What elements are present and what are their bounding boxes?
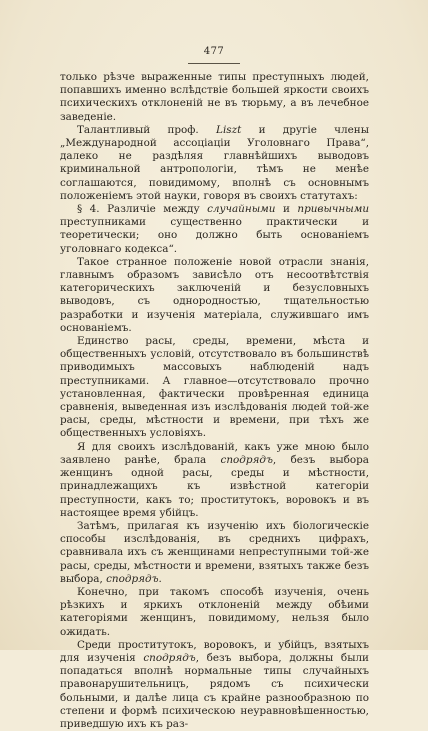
text-run: Затѣмъ, прилагая къ изученію ихъ біологическіе способы изслѣдованія, въ среднихъ цифрахъ, сравнивала ихъ съ женщинами непреступными той-же расы, среды, мѣстности и времени, взятыхъ также безъ выбора,	[60, 519, 369, 585]
paragraph	[60, 203, 369, 256]
text-run: и	[275, 203, 298, 216]
text-run: § 4. Различіе между	[77, 203, 208, 216]
text-run: Конечно, при такомъ способѣ изученія, очень рѣзкихъ и яркихъ отклоненій между обѣими категоріями женщинъ, повидимому, нельзя было ожидать.	[60, 585, 369, 638]
paragraph	[60, 586, 369, 639]
text-run: Единство расы, среды, времени, мѣста и общественныхъ условій, отсутствовало въ большинствѣ приводимыхъ массовыхъ наблюденій надъ преступниками. А главное—отсутствовало прочно установленная, фактически провѣренная единица сравненія, выведенная изъ изслѣдованія людей той-же расы, среды, мѣстности и времени, при тѣхъ же общественныхъ условіяхъ.	[60, 335, 369, 440]
italic-text: случайными	[207, 203, 276, 216]
paragraph	[60, 520, 369, 586]
text-run: преступниками существенно практически и теоретически; оно должно быть основаніемъ уголовнаго кодекса“.	[60, 216, 369, 255]
text-run: , безъ выбора женщинъ одной расы, среды и мѣстности, принадлежащихъ къ извѣстной категоріи преступности, какъ то; проститутокъ, воровокъ и въ настоящее время убійцъ.	[60, 453, 369, 519]
paragraph	[60, 639, 369, 731]
paragraph	[60, 256, 369, 335]
paragraph	[60, 335, 369, 441]
italic-text: сподрядъ	[106, 572, 159, 585]
text-run: , безъ выбора, должны были попадаться вполнѣ нормальные типы случайныхъ правонарушительницъ, рядомъ съ психически больными, и далѣе лица съ крайне разнообразною по степени и формѣ психическою неуравновѣшенностью, приведшую ихъ къ раз-	[60, 651, 369, 730]
paragraph	[60, 441, 369, 520]
text-run: .	[158, 572, 162, 585]
italic-text: сподрядъ	[220, 453, 273, 466]
page-number: 477	[203, 46, 225, 57]
header-rule	[188, 63, 240, 64]
italic-text: привычными	[297, 203, 370, 216]
text-run: Я для своихъ изслѣдованій, какъ уже мною было заявлено ранѣе, брала	[60, 440, 369, 466]
paragraph	[60, 124, 369, 203]
italic-text: сподрядъ	[143, 651, 196, 664]
text-run: Среди проститутокъ, воровокъ, и убійцъ, взятыхъ для изученія	[60, 638, 369, 664]
body-text	[60, 71, 369, 731]
text-run: только рѣзче выраженные типы преступныхъ людей, попавшихъ именно вслѣдствіе большей яркости своихъ психическихъ отклоненій не въ тюрьму, а въ лечебное заведеніе.	[60, 71, 369, 123]
text-run: Талантливый проф.	[77, 123, 217, 136]
text-run: Такое странное положеніе новой отрасли знанія, главнымъ образомъ зависѣло отъ несоотвѣтствія категорическихъ заключеній и безусловныхъ выводовъ, съ однородностью, тщательностью разработки и изученія матеріала, служившаго имъ основаніемъ.	[60, 255, 369, 334]
text-run: и другіе члены „Международной ассоціаціи Уголовнаго Права“, далеко не раздѣляя главнѣйшихъ выводовъ криминальной антропологіи, тѣмъ не менѣе соглашаются, повидимому, вполнѣ съ основнымъ положеніемъ этой науки, говоря въ своихъ статутахъ:	[60, 123, 369, 202]
italic-text: Liszt	[216, 123, 242, 136]
paragraph	[60, 71, 369, 124]
